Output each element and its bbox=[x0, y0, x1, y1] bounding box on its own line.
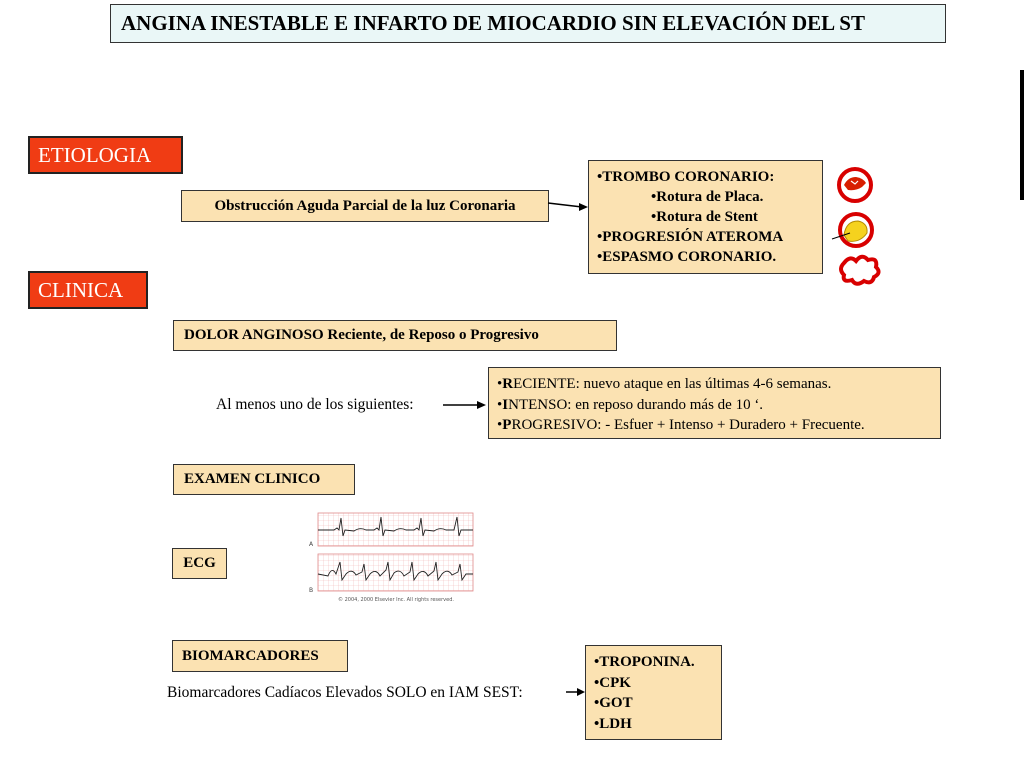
list-item: •TROPONINA. bbox=[594, 654, 695, 670]
ecg-strip-b-label: B bbox=[309, 587, 314, 594]
ecg-figure bbox=[308, 510, 480, 606]
cause-box: Obstrucción Aguda Parcial de la luz Coronaria bbox=[181, 190, 549, 222]
arrow-to-criteria bbox=[443, 399, 487, 411]
stent-plaque-icon bbox=[830, 211, 878, 251]
criteria-item: •INTENSO: en reposo durando más de 10 ‘. bbox=[497, 396, 764, 413]
criteria-item: •PROGRESIVO: - Esfuer + Intenso + Duradero + Frecuente. bbox=[497, 417, 865, 433]
etiology-list bbox=[588, 160, 823, 274]
page-title: ANGINA INESTABLE E INFARTO DE MIOCARDIO SIN ELEVACIÓN DEL ST bbox=[110, 4, 946, 43]
al-menos-label: Al menos uno de los siguientes: bbox=[216, 396, 414, 413]
list-item: •PROGRESIÓN ATEROMA bbox=[597, 229, 784, 245]
biomarkers-label: Biomarcadores Cadíacos Elevados SOLO en IAM SEST: bbox=[167, 684, 523, 701]
arrow-to-markers bbox=[566, 686, 586, 698]
biomarcadores-box: BIOMARCADORES bbox=[172, 640, 348, 672]
criteria-box bbox=[488, 367, 941, 439]
dolor-box: DOLOR ANGINOSO Reciente, de Reposo o Progresivo bbox=[173, 320, 617, 351]
arrow-cause-to-trombo bbox=[548, 198, 590, 212]
spasm-artery-icon bbox=[836, 253, 884, 289]
list-item: •Rotura de Stent bbox=[651, 209, 758, 225]
ecg-copyright: © 2004, 2000 Elsevier Inc. All rights reserved. bbox=[338, 597, 454, 603]
edge-bar bbox=[1020, 70, 1024, 200]
list-item: •CPK bbox=[594, 674, 631, 691]
list-item: •Rotura de Placa. bbox=[651, 189, 764, 205]
criteria-item: •RECIENTE: nuevo ataque en las últimas 4-6 semanas. bbox=[497, 376, 832, 392]
examen-box: EXAMEN CLINICO bbox=[173, 464, 355, 495]
markers-list bbox=[585, 645, 722, 740]
ecg-box: ECG bbox=[172, 548, 227, 579]
list-item: •ESPASMO CORONARIO. bbox=[597, 249, 777, 265]
ruptured-plaque-icon bbox=[836, 165, 876, 205]
list-item: •LDH bbox=[594, 715, 632, 732]
list-item: •TROMBO CORONARIO: bbox=[597, 169, 775, 185]
section-clinica: CLINICA bbox=[28, 271, 148, 309]
list-item: •GOT bbox=[594, 695, 633, 711]
ecg-strip-a-label: A bbox=[309, 541, 314, 548]
section-etiologia: ETIOLOGIA bbox=[28, 136, 183, 174]
